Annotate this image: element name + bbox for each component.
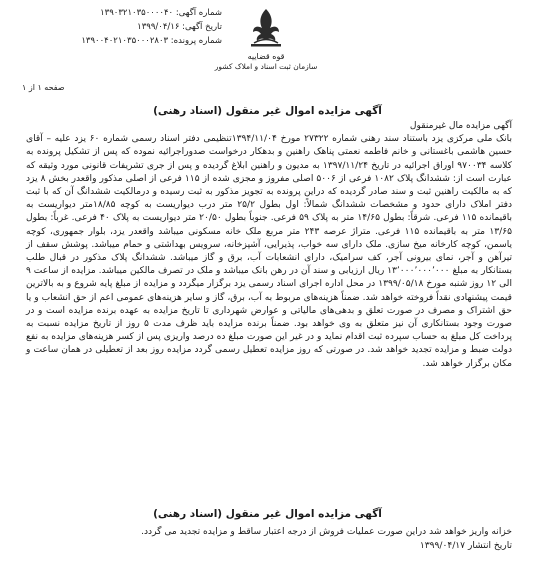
logo-caption-registry: سازمان ثبت اسناد و املاک کشور [214,62,318,71]
notice-metadata [22,6,222,48]
case-number: ۱۳۹۰۰۴۰۲۱۰۳۵۰۰۰۲۸۰۳ [81,36,169,46]
page-number: صفحه ۱ از ۱ [22,83,65,92]
logo-caption-judiciary: قوه قضاییه [247,52,285,61]
judiciary-logo [210,6,322,71]
notice-number-label: شماره آگهی: [175,8,222,18]
notice-body [26,120,512,371]
notice-title: آگهی مزایده اموال غیر منقول (اسناد رهنی) [153,105,382,117]
emblem-icon [243,6,289,50]
notice-footer [26,525,512,553]
notice-date-label: تاریخ آگهی: [182,22,222,32]
notice-footer-text: خزانه واریز خواهد شد دراین صورت عملیات فروش از درجه اعتبار ساقط و مزایده تجدید می گردد. [141,527,512,537]
notice-date: ۱۳۹۹/۰۴/۱۶ [137,22,180,32]
body-intro: آگهی مزایده مال غیرمنقول [409,121,512,131]
publication-date: تاریخ انتشار ۱۳۹۹/۰۴/۱۷ [419,541,512,551]
body-paragraph: بانک ملی مرکزی یزد باستناد سند رهنی شماره ۲۷۳۲۲ مورخ ۱۳۹۴/۱۱/۰۴تنظیمی دفتر اسناد رسمی شماره ۶۰ یزد علیه – آقای حسین هاشمی باغستانی و خانم فاطمه نعمتی پناهک راهنین و بدهکار درخواست صدوراجرائیه نموده که پس از تشکیل پرونده به کلاسه ۹۷۰۰۳۴ اوراق اجرائیه در تاریخ ۱۳۹۷/۱۱/۲۴ به مدیون و راهنین ابلاغ گردیده و پس از جری تشریفات قانونی مورد وثیقه که عبارت است از: ششدانگ پلاک ۱۰۸۲ فرعی از ۵۰۰۶ اصلی مفروز و مجزی شده از ۱۱۵ فرعی از اصلی مذکور واقعدر بخش ۸ یزد که به مالکیت راهنین ثبت و سند صادر گردیده که دراین پرونده به تجویز مذکور به ثبت رسیده و درمالکیت ششدانگ آن که با ثبت دفتر املاک دارای حدود و مشخصات ششدانگ شمالاً: اول بطول ۲۵/۲ متر درب دیواریست به کوچه ۱۸/۸۵متر دیواریست به باقیمانده ۱۱۵ فرعی. شرقاً: بطول ۱۴/۶۵ متر به پلاک ۵۹ فرعی. جنوباً بطول ۲۰/۵۰ متر دیواریست به پلاک ۴۰ فرعی. غرباً: بطول ۱۳/۶۵ متر به باقیمانده ۱۱۵ فرعی. متراژ عرصه ۲۴۳ متر مربع ملک خانه مسکونی میباشد واقعدر یزد، بلوار جمهوری، کوچه یاسمن، کوچه کارخانه میخ سازی. ملک دارای سه خواب، پذیرایی، آشپزخانه، سرویس بهداشتی و حمام میباشد. پوشش سقف از تیرآهن و آجر، نمای بیرونی آجر، کف سرامیک، دارای انشعابات آب، برق و گاز میباشد. ششدانگ پلاک مذکور در قبال طلب بستانکار به مبلغ ۱۳٬۰۰۰٬۰۰۰٬۰۰۰ ریال ارزیابی و سند آن در رهن بانک میباشد و ملک در تصرف مالکین میباشد. مزایده از ساعت ۹ الی ۱۲ روز شنبه مورخ ۱۳۹۹/۰۵/۱۸ در محل اداره اجرای اسناد رسمی یزد برگزار میگردد و مزایده از مبلغ پایه شروع و به بالاترین قیمت پیشنهادی نقداً فروخته خواهد شد. ضمناً هزینه‌های مربوط به آب، برق، گاز و سایر هزینه‌های عمومی اعم از حق انشعاب و یا حق اشتراک و مصرف در صورت تعلق و بدهی‌های مالیاتی و عوارض شهرداری تا تاریخ مزایده به عهده برنده مزایده است و در صورت وجود بستانکاری آن نیز متعلق به وی خواهد بود. ضمناً برنده مزایده باید ظرف مدت ۵ روز از تاریخ مزایده نسبت به پرداخت کل مبلغ به حساب سپرده ثبت اقدام نماید و در غیر این صورت مبلغ ده درصد واریزی پس از کسر هزینه‌های مزایده به نفع دولت ضبط و مزایده تجدید خواهد شد. در صورتی که روز مزایده تعطیل رسمی گردد مزایده روز بعد از تعطیلی در همان ساعت و مکان برگزار خواهد شد. [26,134,513,369]
notice-title-repeat: آگهی مزایده اموال غیر منقول (اسناد رهنی) [153,508,382,520]
case-number-label: شماره پرونده: [170,36,222,46]
notice-number: ۱۳۹۰۳۲۱۰۳۵۰۰۰۰۴۰ [100,8,174,18]
